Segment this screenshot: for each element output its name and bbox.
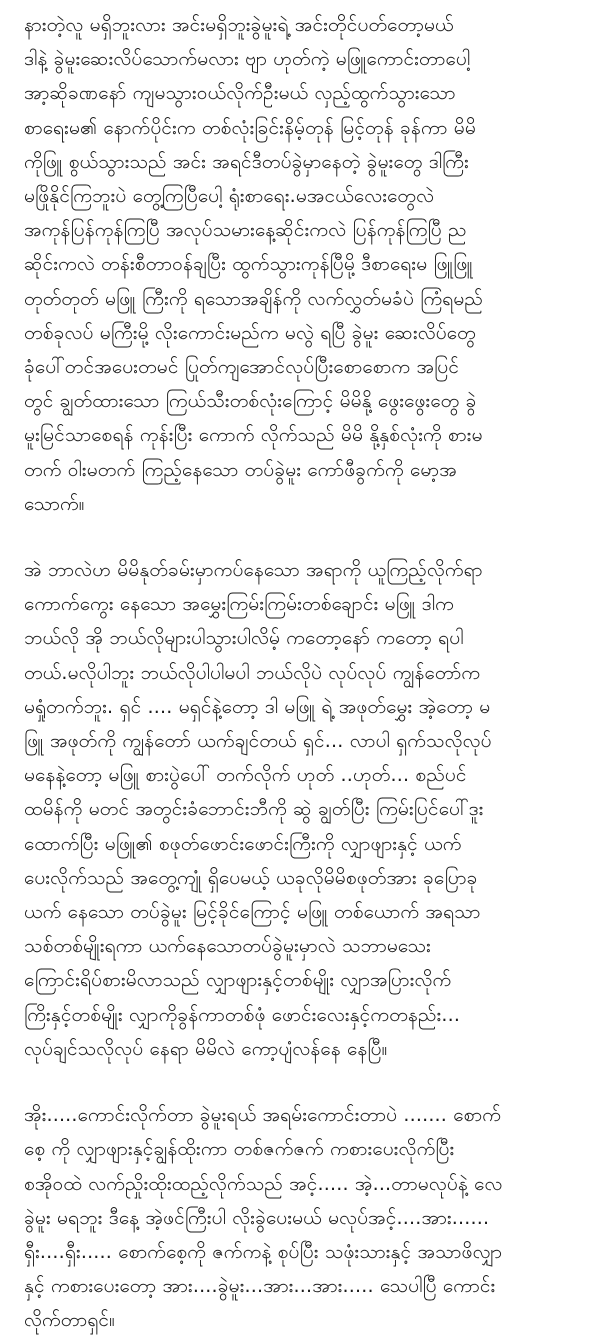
paragraph-1: နားတဲ့လူ မရှိဘူးလား အင်းမရှိဘူးခွဲမူးရဲ့ အင်းတိုင်ပတ်တော့မယ် ဒါနဲ့ ခွဲမူးဆေးလိပ်သောက်မလား ဗျာ ဟုတ်ကဲ့ မဖြူကောင်းတာပေါ့ အာ့ဆိုခဏနော် ကျမသွားဝယ်လိုက်ဦးမယ် လှည့်ထွက်သွားသော စာရေးမ၏ နောက်ပိုင်းက တစ်လုံးခြင်းနိမ့်တုန် မြင့်တုန် ခုန်ကာ မိမိ ကိုဖြူ စွယ်သွားသည် အင်း အရင်ဒီတပ်ခွဲမှာနေတဲ့ ခွဲမူးတွေ ဒါကြီး မဖြိုနိုင်ကြဘူးပဲ တွေ့ကြပြီပေါ့ ရုံးစာရေး.မအငယ်လေးတွေလဲ အကုန်ပြန်ကုန်ကြပြီ အလုပ်သမားနေ့ဆိုင်းကလဲ ပြန်ကုန်ကြပြီ ည ဆိုင်းကလဲ တန်းစီတာဝန်ချပြီး ထွက်သွားကုန်ပြီမို့ ဒီစာရေးမ ဖြူဖြူ တုတ်တုတ် မဖြူ ကြီးကို ရသောအချိန်ကို လက်လွှတ်မခံပဲ ကြံရမည် တစ်ခုလပ် မကြီးမို့ လိုးကောင်းမည်က မလွဲ ရပြီ ခွဲမူး ဆေးလိပ်တွေ ခုံပေါ်တင်အပေးတမင် ပြုတ်ကျအောင်လုပ်ပြီးစောစောက အပြင် တွင် ချွတ်ထားသော ကြယ်သီးတစ်လုံးကြောင့် မိမိနို့ ဖွေးဖွေးတွေ ခွဲ မူးမြင်သာစေရန် ကုန်းပြီး ကောက် လိုက်သည် မိမိ နို့နှစ်လုံးကို စားမ တက် ဝါးမတက် ကြည့်နေသော တပ်ခွဲမူး ကော်ဖီခွက်ကို မော့အ သောက်။ [24,14,484,515]
paragraph-3: အိုး.....ကောင်းလိုက်တာ ခွဲမူးရယ် အရမ်းကောင်းတာပဲ ....... စောက် စေ့ ကို လျှာဖျားနှင့်ချွန်ထိုးကာ တစ်ဇက်ဇက် ကစားပေးလိုက်ပြီး စအိုဝထဲ လက်ညှိုးထိုးထည့်လိုက်သည် အင့်..... အဲ့...တာမလုပ်နဲ့ လေ ခွဲမူး မရဘူး ဒီနေ့ အဲ့ဖင်ကြီးပါ လိုးခွဲပေးမယ် မလုပ်အင့်....အား...... ရှီး....ရှီး..... စောက်စေ့ကို ဇက်ကနဲ့ စုပ်ပြီး သဖုံးသားနှင့် အသာဖိလျှာ နှင့် ကစားပေးတော့ အား....ခွဲမူး...အား...အား..... သေပါပြီ ကောင်း လိုက်တာရှင်။ [24,1104,503,1332]
paragraph-2: အဲ ဘာလဲဟ မိမိနုတ်ခမ်းမှာကပ်နေသော အရာကို ယူကြည့်လိုက်ရာ ကောက်ကွေး နေသော အမွှေးကြမ်းကြမ်းတစ်ချောင်း မဖြူ ဒါက ဘယ်လို အို ဘယ်လိုများပါသွားပါလိမ့် ကတော့နော် ကတော့ ရပါ တယ်.မလိုပါဘူး ဘယ်လိုပါပါမပါ ဘယ်လိုပဲ လုပ်လုပ် ကျွန်တော်က မရှုံတက်ဘူး. ရှင် .... မရှင်နဲ့တော့ ဒါ မဖြူ ရဲ့ အဖုတ်မွှေး အဲ့တော့ မ ဖြူ အဖုတ်ကို ကျွန်တော် ယက်ချင်တယ် ရှင်... လာပါ ရှက်သလိုလုပ် မနေနဲ့တော့ မဖြူ စားပွဲပေါ် တက်လိုက် ဟုတ် ..ဟုတ်... စည်ပင် ထမိန်ကို မတင် အတွင်းခံဘောင်းဘီကို ဆွဲ ချွတ်ပြီး ကြမ်းပြင်ပေါ်ဒူး ထောက်ပြီး မဖြူ၏ စဖုတ်ဖောင်းဖောင်းကြီးကို လျှာဖျားနှင့် ယက် ပေးလိုက်သည် အတွေ့ကျုံ ရှိပေမယ့် ယခုလိုမိမိစဖုတ်အား ခုပြောခု ယက် နေသော တပ်ခွဲမူး မြင့်ခိုင်ကြောင့် မဖြူ တစ်ယောက် အရသာ သစ်တစ်မျိုးရကာ ယက်နေသောတပ်ခွဲမူးမှာလဲ သဘာမသေး ကြောင်းရိပ်စားမိလာသည် လျှာဖျားနှင့်တစ်မျိုး လျှာအပြားလိုက် ကြိးနှင့်တစ်မျိုး လျှာကိုခွန်ကာတစ်ဖုံ ဖောင်းလေးနှင့်ကတနည်း... လုပ်ချင်သလိုလုပ် နေရာ မိမိလဲ ကော့ပျံလန်နေ နေပြီ။ [24,559,492,1060]
